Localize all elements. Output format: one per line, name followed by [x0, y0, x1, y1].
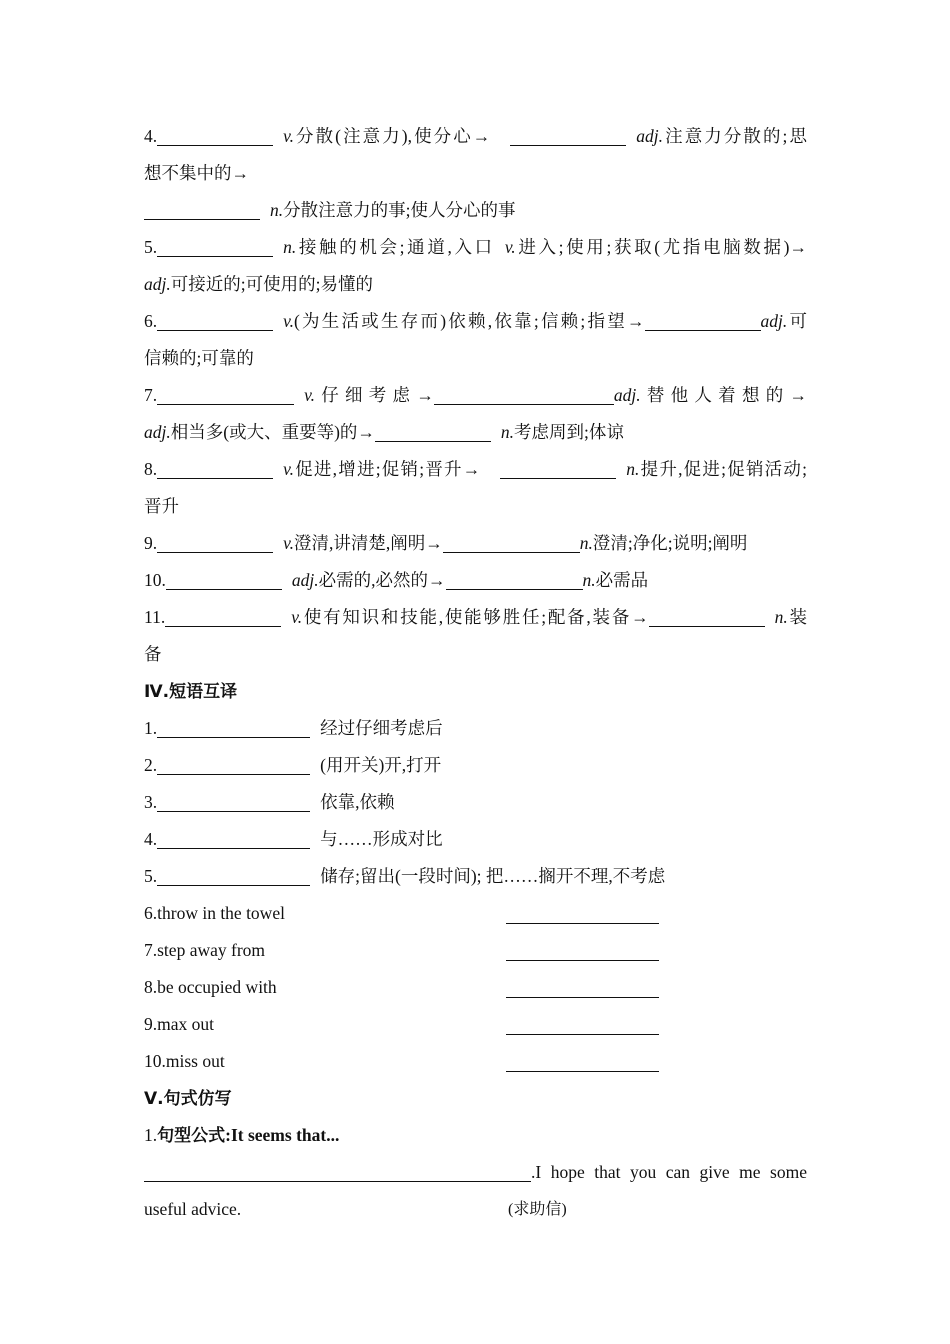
vocab-item-4: 4. v.分散(注意力),使分心→ adj.注意力分散的;思 — [144, 118, 807, 155]
answer-blank[interactable] — [434, 382, 614, 405]
sentence-pattern-1: 1.句型公式:It seems that... — [144, 1125, 340, 1146]
answer-blank[interactable] — [144, 197, 260, 220]
answer-blank[interactable] — [165, 604, 281, 627]
vocab-item-9: 9. v.澄清,讲清楚,阐明→ n.澄清;净化;说明;阐明 — [144, 525, 807, 562]
answer-blank[interactable] — [157, 752, 310, 775]
phrase-item-5: 5. 储存;留出(一段时间); 把……搁开不理,不考虑 — [144, 858, 807, 895]
answer-blank[interactable] — [375, 419, 491, 442]
answer-blank[interactable] — [506, 938, 659, 961]
phrase-item-2: 2. (用开关)开,打开 — [144, 747, 807, 784]
answer-blank[interactable] — [500, 456, 616, 479]
vocab-item-5: 5. n.接触的机会;通道,入口 v.进入;使用;获取(尤指电脑数据)→ — [144, 229, 807, 266]
vocab-item-10: 10. adj.必需的,必然的→ n.必需品 — [144, 562, 807, 599]
answer-blank[interactable] — [157, 308, 273, 331]
vocab-item-4-cont: 想不集中的→ — [144, 163, 249, 183]
answer-blank[interactable] — [506, 901, 659, 924]
answer-blank[interactable] — [157, 456, 273, 479]
answer-blank[interactable] — [506, 1049, 659, 1072]
vocab-item-11-cont: 备 — [144, 644, 162, 664]
answer-blank[interactable] — [166, 567, 282, 590]
phrase-item-9: 9.max out — [144, 1006, 807, 1043]
sentence-write-line-end: useful advice. (求助信) — [144, 1199, 567, 1219]
section-5-title: Ⅴ.句式仿写 — [144, 1089, 232, 1109]
vocab-item-8-cont: 晋升 — [144, 496, 179, 516]
answer-blank[interactable] — [506, 975, 659, 998]
answer-blank[interactable] — [446, 567, 583, 590]
answer-blank[interactable] — [157, 863, 310, 886]
answer-blank[interactable] — [443, 530, 580, 553]
answer-blank[interactable] — [157, 234, 273, 257]
answer-blank[interactable] — [157, 715, 310, 738]
section-4-title: Ⅳ.短语互译 — [144, 682, 238, 702]
phrase-item-10: 10.miss out — [144, 1043, 807, 1080]
answer-blank[interactable] — [506, 1012, 659, 1035]
answer-blank[interactable] — [157, 826, 310, 849]
vocab-item-4-cont2: n.分散注意力的事;使人分心的事 — [144, 192, 807, 229]
answer-blank[interactable] — [157, 382, 294, 405]
phrase-item-8: 8.be occupied with — [144, 969, 807, 1006]
answer-blank[interactable] — [157, 789, 310, 812]
phrase-item-3: 3. 依靠,依赖 — [144, 784, 807, 821]
vocab-item-7-cont: adj.相当多(或大、重要等)的→ n.考虑周到;体谅 — [144, 414, 807, 451]
answer-blank[interactable] — [157, 123, 273, 146]
answer-blank[interactable] — [157, 530, 273, 553]
answer-blank[interactable] — [510, 123, 626, 146]
phrase-item-4: 4. 与……形成对比 — [144, 821, 807, 858]
answer-blank[interactable] — [645, 308, 761, 331]
answer-blank[interactable] — [144, 1159, 531, 1182]
worksheet — [144, 118, 807, 1228]
vocab-item-6-cont: 信赖的;可靠的 — [144, 348, 254, 368]
phrase-item-1: 1. 经过仔细考虑后 — [144, 710, 807, 747]
vocab-item-8: 8. v.促进,增进;促销;晋升→ n.提升,促进;促销活动; — [144, 451, 807, 488]
answer-blank[interactable] — [649, 604, 765, 627]
phrase-item-7: 7.step away from — [144, 932, 807, 969]
sentence-write-line: .I hope that you can give me some — [144, 1154, 807, 1191]
vocab-item-6: 6. v.(为生活或生存而)依赖,依靠;信赖;指望→ adj.可 — [144, 303, 807, 340]
vocab-item-5-cont: adj.可接近的;可使用的;易懂的 — [144, 274, 373, 294]
vocab-item-11: 11. v.使有知识和技能,使能够胜任;配备,装备→ n.装 — [144, 599, 807, 636]
vocab-item-7: 7. v.仔细考虑→ adj.替他人着想的→ — [144, 377, 807, 414]
phrase-item-6: 6.throw in the towel — [144, 895, 807, 932]
